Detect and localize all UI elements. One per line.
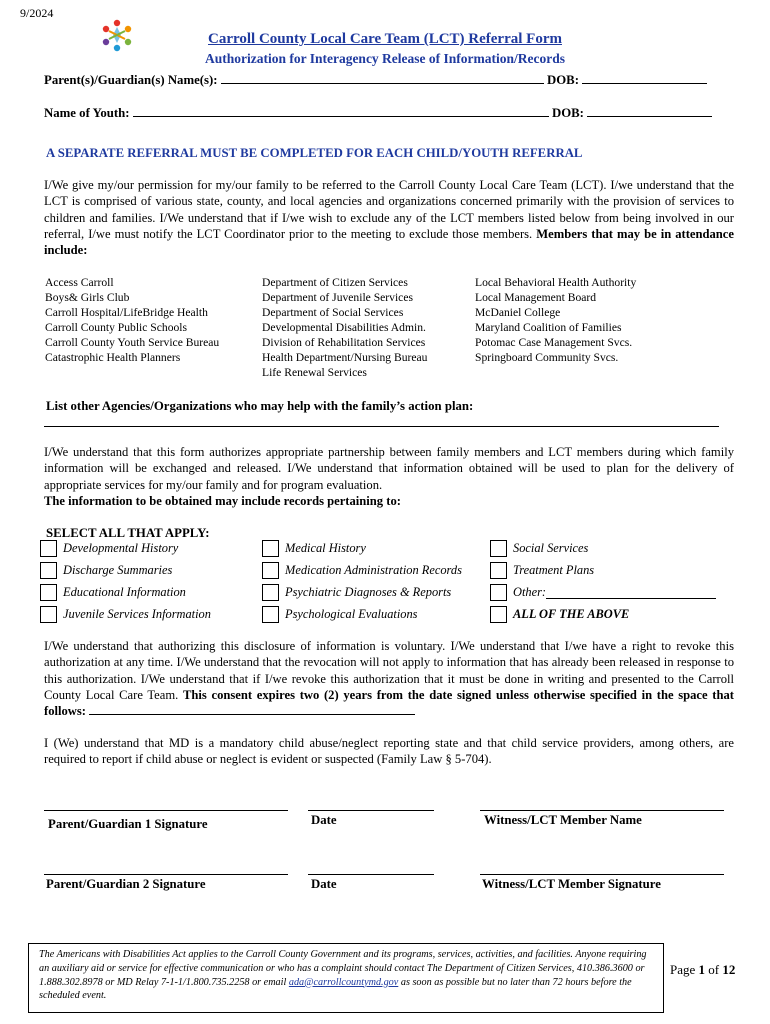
ada-notice-text-end: as soon as possible but no later than 72 hours before the scheduled event. — [39, 976, 632, 1002]
checkbox-developmental-history[interactable] — [40, 540, 211, 557]
form-title: Carroll County Local Care Team (LCT) Referral Form — [208, 31, 562, 47]
members-column-2 — [262, 275, 427, 380]
member-item: Potomac Case Management Svcs. — [475, 336, 633, 350]
date1-line[interactable] — [308, 810, 434, 811]
checkbox-label: Psychiatric Diagnoses & Reports — [285, 585, 452, 600]
select-all-heading: SELECT ALL THAT APPLY: — [46, 526, 210, 540]
checkbox-square[interactable] — [262, 562, 279, 579]
youth-name-label: Name of Youth: — [44, 106, 130, 120]
consent-expiry-field[interactable] — [89, 703, 415, 715]
checkbox-label: Educational Information — [63, 585, 186, 600]
member-item: Department of Social Services — [262, 306, 404, 320]
checkbox-label: Discharge Summaries — [63, 563, 173, 578]
checkbox-medication-records[interactable] — [262, 562, 462, 579]
checkbox-square[interactable] — [490, 606, 507, 623]
checkbox-label: Medication Administration Records — [285, 563, 462, 578]
checkbox-other[interactable] — [490, 584, 716, 601]
voluntary-paragraph — [44, 638, 734, 720]
records-heading: The information to be obtained may include records pertaining to: — [44, 494, 401, 509]
parent-name-row — [44, 72, 734, 89]
witness-name-line[interactable] — [480, 810, 724, 811]
other-agencies-field[interactable] — [44, 426, 719, 427]
checkbox-all-of-the-above[interactable] — [490, 606, 716, 623]
witness-signature-label: Witness/LCT Member Signature — [482, 877, 661, 891]
other-agencies-label: List other Agencies/Organizations who may help with the family’s action plan: — [46, 399, 474, 413]
date1-label: Date — [311, 813, 337, 827]
members-column-3 — [475, 275, 636, 365]
voluntary-text: I/We understand that authorizing this disclosure of information is voluntary. I/We understand that I/we have a right to revoke this authorization at any time. I/We understand that the revocation will not apply to information that has already been released in response to this authorization. I/We understand that if I/we revoke this authorization that it must be done in writing and presented to the Carroll County Local Care Team. — [44, 639, 734, 703]
checkbox-treatment-plans[interactable] — [490, 562, 716, 579]
partnership-text: I/We understand that this form authorizes appropriate partnership between family members and LCT members during which family information will be exchanged and released. I/We understand that information obtained will be used to plan for the delivery of appropriate services for my/our family and for program evaluation. — [44, 445, 734, 492]
page-of: of — [705, 962, 723, 977]
checkbox-square[interactable] — [490, 584, 507, 601]
member-item: Maryland Coalition of Families — [475, 321, 622, 335]
members-column-1 — [45, 275, 219, 365]
parent-name-field[interactable] — [221, 72, 544, 84]
page-current: 1 — [698, 962, 706, 977]
checkbox-square[interactable] — [262, 606, 279, 623]
partnership-paragraph — [44, 444, 734, 509]
checkbox-square[interactable] — [40, 562, 57, 579]
parent2-signature-label: Parent/Guardian 2 Signature — [46, 877, 206, 891]
checkbox-square[interactable] — [262, 540, 279, 557]
member-item: Developmental Disabilities Admin. — [262, 321, 426, 335]
checkbox-label: Juvenile Services Information — [63, 607, 211, 622]
checkbox-label: Other: — [513, 585, 547, 600]
youth-dob-field[interactable] — [587, 105, 712, 117]
checkbox-discharge-summaries[interactable] — [40, 562, 211, 579]
checkbox-label: Psychological Evaluations — [285, 607, 418, 622]
checkbox-square[interactable] — [490, 540, 507, 557]
parent-dob-label: DOB: — [546, 73, 579, 87]
member-item: Carroll County Youth Service Bureau — [45, 336, 220, 350]
page-total: 12 — [722, 962, 736, 977]
separate-referral-notice: A SEPARATE REFERRAL MUST BE COMPLETED FOR EACH CHILD/YOUTH REFERRAL — [46, 146, 583, 160]
checkbox-psychiatric-diagnoses[interactable] — [262, 584, 462, 601]
member-item: Life Renewal Services — [262, 366, 367, 380]
checkbox-square[interactable] — [40, 584, 57, 601]
checkbox-label: Treatment Plans — [513, 563, 595, 578]
permission-text: I/We give my/our permission for my/our family to be referred to the Carroll County Local Care Team (LCT). I/we understand that the LCT is comprised of various state, county, and local agencies and organizations concerned primarily with the provision of services to children and families. I/We understand that if I/we wish to exclude any of the LCT members listed below from being involved in our referral, I/we must notify the LCT Coordinator prior to the meeting to exclude those members. — [44, 178, 734, 242]
checkbox-label: ALL OF THE ABOVE — [513, 607, 630, 622]
parent-name-label: Parent(s)/Guardian(s) Name(s): — [44, 73, 218, 87]
member-item: Springboard Community Svcs. — [475, 351, 619, 365]
member-item: Division of Rehabilitation Services — [262, 336, 426, 350]
checkbox-label: Medical History — [285, 541, 366, 556]
member-item: Department of Citizen Services — [262, 276, 408, 289]
witness-signature-line[interactable] — [480, 874, 724, 875]
parent-dob-field[interactable] — [582, 72, 707, 84]
consent-expiry-text: This consent expires two (2) years from the date signed unless otherwise specified in the space that follows: — [44, 688, 734, 719]
witness-name-label: Witness/LCT Member Name — [484, 813, 642, 827]
member-item: Access Carroll — [45, 276, 114, 289]
checkbox-square[interactable] — [40, 606, 57, 623]
member-item: Department of Juvenile Services — [262, 291, 413, 305]
member-item: Catastrophic Health Planners — [45, 351, 181, 365]
youth-dob-label: DOB: — [551, 106, 584, 120]
checkbox-label: Social Services — [513, 541, 589, 556]
form-subtitle: Authorization for Interagency Release of Information/Records — [204, 50, 566, 66]
ada-email-link[interactable]: ada@carrollcountymd.gov — [288, 976, 399, 988]
checkbox-educational-information[interactable] — [40, 584, 211, 601]
permission-paragraph — [44, 177, 734, 259]
member-item: Boys& Girls Club — [45, 291, 130, 305]
checkbox-square[interactable] — [490, 562, 507, 579]
date2-label: Date — [311, 877, 337, 891]
youth-name-field[interactable] — [133, 105, 549, 117]
checkbox-square[interactable] — [262, 584, 279, 601]
parent1-signature-line[interactable] — [44, 810, 288, 811]
checkbox-juvenile-services[interactable] — [40, 606, 211, 623]
checkbox-social-services[interactable] — [490, 540, 716, 557]
checkbox-medical-history[interactable] — [262, 540, 462, 557]
member-item: Local Behavioral Health Authority — [475, 276, 637, 289]
member-item: Carroll Hospital/LifeBridge Health — [45, 306, 208, 320]
form-title-block — [0, 30, 770, 67]
page-number — [670, 962, 735, 979]
checkbox-column-3 — [490, 540, 716, 623]
mandatory-reporting-paragraph: I (We) understand that MD is a mandatory child abuse/neglect reporting state and that child service providers, among others, are required to report if child abuse or neglect is evident or suspected (Family Law § 5-704). — [44, 736, 734, 767]
checkbox-square[interactable] — [40, 540, 57, 557]
member-item: Carroll County Public Schools — [45, 321, 188, 335]
date2-line[interactable] — [308, 874, 434, 875]
parent1-signature-label: Parent/Guardian 1 Signature — [48, 817, 208, 831]
members-heading: Members that may be in attendance include: — [44, 227, 734, 258]
member-item: Local Management Board — [475, 291, 597, 305]
youth-name-row — [44, 105, 734, 122]
parent2-signature-line[interactable] — [44, 874, 288, 875]
ada-notice-box — [28, 943, 664, 1013]
revision-date: 9/2024 — [20, 6, 54, 20]
other-specify-field[interactable] — [546, 586, 716, 599]
checkbox-label: Developmental History — [63, 541, 179, 556]
ada-notice-text: The Americans with Disabilities Act applies to the Carroll County Government and its programs, services, activities, and facilities. Anyone requiring an auxiliary aid or service for effective communication or who has a complaint should contact The Department of Citizen Services, 410.386.3600 or 1.888.302.8978 or MD Relay 7-1-1/1.800.735.2258 or email — [39, 949, 647, 988]
checkbox-column-2 — [262, 540, 462, 623]
page-prefix: Page — [670, 962, 699, 977]
checkbox-column-1 — [40, 540, 211, 623]
member-item: Health Department/Nursing Bureau — [262, 351, 428, 365]
member-item: McDaniel College — [475, 306, 561, 320]
checkbox-psychological-evaluations[interactable] — [262, 606, 462, 623]
